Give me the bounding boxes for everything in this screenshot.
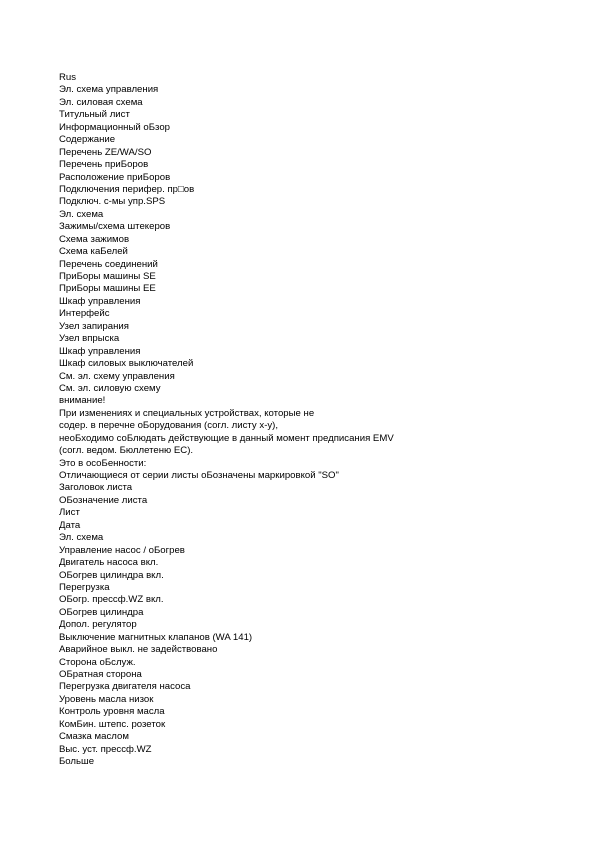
document-text bbox=[59, 72, 579, 769]
text-line: ПриБоры машины SE bbox=[59, 271, 156, 282]
text-line: Узел впрыска bbox=[59, 333, 120, 345]
text-line: ПриБоры машины EE bbox=[59, 283, 156, 295]
text-line: Содержание bbox=[59, 134, 116, 146]
text-line: Эл. схема bbox=[59, 208, 104, 220]
text-line: Контроль уровня масла bbox=[59, 706, 165, 718]
text-line: Эл. схема bbox=[59, 532, 104, 544]
text-line: Уровень масла низок bbox=[59, 693, 154, 705]
text-line: Узел запирания bbox=[59, 320, 129, 332]
text-line: ОБогрев цилиндра bbox=[59, 606, 144, 618]
text-line: Больше bbox=[59, 756, 95, 768]
text-line: неоБходимо соБлюдать действующие в данный момент предписания EMV bbox=[59, 432, 394, 444]
text-line: Шкаф управления bbox=[59, 295, 141, 307]
text-line: Расположение приБоров bbox=[59, 171, 171, 183]
text-line: ОБозначение листа bbox=[59, 494, 148, 506]
text-line: Rus bbox=[59, 72, 77, 83]
text-line: (согл. ведом. Бюллетеню EC). bbox=[59, 445, 194, 457]
text-line: При изменениях и специальных устройствах, которые не bbox=[59, 407, 315, 419]
text-line: Эл. силовая схема bbox=[59, 96, 143, 108]
text-line: Перечень соединений bbox=[59, 258, 158, 270]
text-line: внимание! bbox=[59, 395, 106, 407]
text-line: Выс. уст. прессф.WZ bbox=[59, 743, 152, 755]
text-line: Лист bbox=[59, 507, 80, 519]
text-line: Интерфейс bbox=[59, 308, 110, 320]
text-line: Перегрузка двигателя насоса bbox=[59, 681, 191, 693]
text-line: Аварийное выкл. не задействовано bbox=[59, 644, 218, 656]
text-line: Двигатель насоса вкл. bbox=[59, 557, 159, 569]
text-line: КомБин. штепс. розеток bbox=[59, 718, 166, 730]
text-line: Шкаф силовых выключателей bbox=[59, 358, 194, 370]
text-line: Зажимы/схема штекеров bbox=[59, 221, 171, 233]
text-line: Управление насос / оБогрев bbox=[59, 544, 185, 556]
text-line: Титульный лист bbox=[59, 109, 130, 121]
text-line: ОБратная сторона bbox=[59, 669, 142, 680]
text-line: Перечень приБоров bbox=[59, 159, 149, 171]
text-line: Перегрузка bbox=[59, 581, 110, 593]
text-line: Эл. схема управления bbox=[59, 84, 159, 96]
text-line: ОБогр. прессф.WZ вкл. bbox=[59, 594, 164, 606]
text-line: Смазка маслом bbox=[59, 731, 129, 743]
text-line: Выключение магнитных клапанов (WA 141) bbox=[59, 631, 253, 643]
text-line: Схема каБелей bbox=[59, 246, 128, 258]
text-line: Это в осоБенности: bbox=[59, 457, 147, 469]
text-line: Отличающиеся от серии листы оБозначены маркировкой "SO" bbox=[59, 470, 339, 481]
text-line: содер. в перечне оБорудования (согл. листу x-y), bbox=[59, 420, 279, 432]
text-line: Заголовок листа bbox=[59, 482, 133, 494]
text-line: Подключения перифер. пр□ов bbox=[59, 183, 195, 195]
text-line: Схема зажимов bbox=[59, 233, 130, 245]
text-line: См. эл. схему управления bbox=[59, 370, 175, 382]
text-line: Дата bbox=[59, 519, 81, 531]
text-line: Сторона оБслуж. bbox=[59, 656, 136, 668]
text-line: Шкаф управления bbox=[59, 345, 141, 357]
text-line: ОБогрев цилиндра вкл. bbox=[59, 569, 164, 581]
text-line: Информационный оБзор bbox=[59, 121, 170, 133]
text-line: Подключ. с-мы упр.SPS bbox=[59, 196, 166, 208]
text-line: Перечень ZE/WA/SO bbox=[59, 146, 152, 158]
text-line: См. эл. силовую схему bbox=[59, 382, 161, 394]
text-line: Допол. регулятор bbox=[59, 619, 137, 631]
